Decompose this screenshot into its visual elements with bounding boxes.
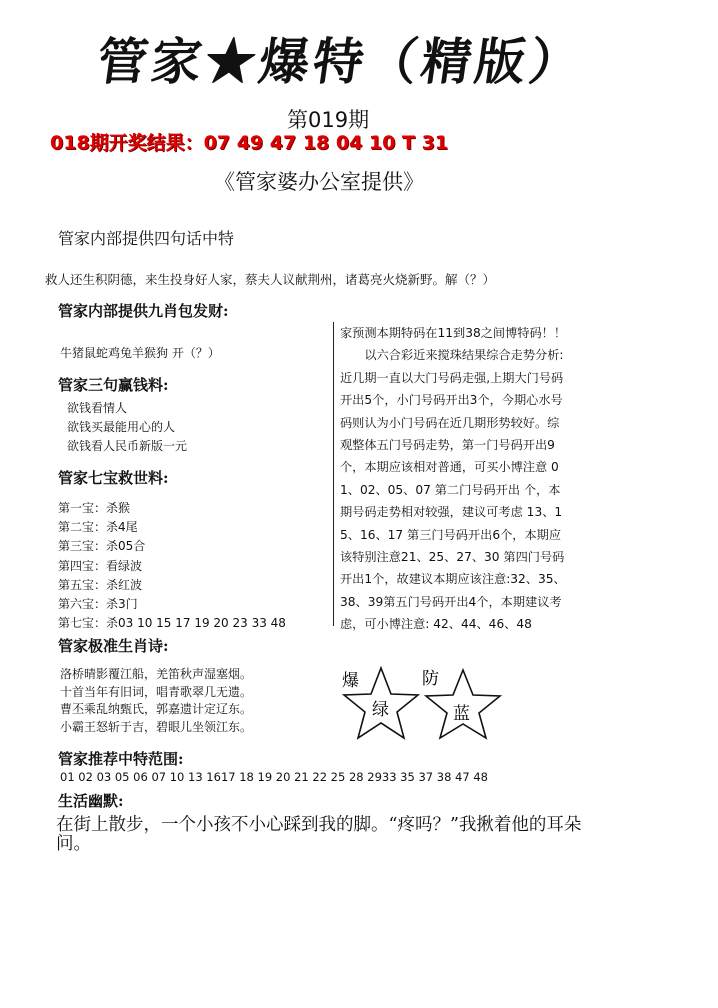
- seven-treasures-list: [58, 499, 286, 633]
- treasure-item: 第六宝：杀3门: [58, 597, 138, 612]
- three-line-item: 欲钱看人民币新版一元: [67, 439, 188, 453]
- three-lines-list: [67, 399, 187, 456]
- treasure-item: 第三宝：杀05合: [58, 539, 146, 554]
- green-star-label: 绿: [372, 700, 389, 720]
- blue-star-label: 蓝: [453, 704, 470, 724]
- humor-title: 生活幽默:: [58, 792, 124, 810]
- poem-line: 曹丕乘乱纳甄氏，郭嘉遗计定辽东。: [60, 702, 253, 716]
- star-badges: [336, 664, 506, 744]
- humor-text: 在街上散步，一个小孩不小心踩到我的脚。“疼吗？”我揪着他的耳朵问。: [56, 815, 582, 854]
- analysis-body: 以六合彩近来搅珠结果综合走势分析:近几期一直以大门号码走强,上期大门号码开出5个，小门号码开出3个，今期心水号码则认为小门号码在近几期形势较好。综观整体五门号码走势，第一门号码开出9个，本期应该相对普通，可买小博注意 01、02、05、07 第二门号码开出 个，本期号码走势相对较强，建议可考虑 13、15、16、17 第三门号码开出6个，本期应该特别注意21、25、27、30 第四门号码开出1个，故建议本期应该注意:32、35、38、39第五门号码开出4个，本期建议考虑，可小博注意: 42、44、46、48: [340, 348, 566, 632]
- poem-line: 洛桥晴影覆江船，羌笛秋声湿塞烟。: [60, 667, 253, 681]
- seven-treasures-title: 管家七宝救世料:: [58, 469, 169, 487]
- range-title: 管家推荐中特范围:: [58, 750, 184, 768]
- poem-line: 十首当年有旧词，唱青歌翠几无遗。: [60, 684, 253, 699]
- star-label-right: 防: [422, 669, 439, 689]
- nine-zodiac-text: 牛猪鼠蛇鸡兔羊猴狗 开（？）: [60, 346, 220, 360]
- three-line-item: 欲钱买最能用心的人: [67, 420, 176, 434]
- star-label-left: 爆: [342, 671, 359, 691]
- treasure-item: 第二宝：杀4尾: [58, 520, 138, 535]
- range-numbers: 01 02 03 05 06 07 10 13 1617 18 19 20 21 22 25 28 2933 35 37 38 47 48: [60, 770, 488, 784]
- treasure-item: 第七宝：杀03 10 15 17 19 20 23 33 48: [58, 616, 286, 631]
- four-lines-title: 管家内部提供四句话中特: [58, 229, 235, 248]
- nine-zodiac-title: 管家内部提供九肖包发财:: [58, 302, 229, 320]
- previous-result: 018期开奖结果：07 49 47 18 04 10 T 31: [50, 132, 449, 154]
- four-lines-text: 救人还生积阴德，来生投身好人家，蔡夫人议献荆州，诸葛亮火烧新野。解（？）: [45, 272, 496, 287]
- issue-number: 第019期: [287, 108, 370, 132]
- analysis-column: [340, 322, 568, 636]
- treasure-item: 第五宝：杀红波: [58, 577, 143, 592]
- poem-title: 管家极准生肖诗:: [58, 637, 169, 655]
- three-lines-title: 管家三句赢钱料:: [58, 376, 169, 394]
- poem-lines: [60, 666, 252, 736]
- treasure-item: 第四宝：看绿波: [58, 558, 143, 573]
- treasure-item: 第一宝：杀猴: [58, 501, 131, 515]
- analysis-intro: 家预测本期特码在11到38之间博特码！！: [340, 326, 567, 340]
- column-divider: [333, 322, 334, 626]
- three-line-item: 欲钱看情人: [67, 401, 128, 415]
- provider-line: 《管家婆办公室提供》: [214, 170, 424, 194]
- masthead-title: 管家★爆特（精版）: [93, 32, 588, 91]
- poem-line: 小霸王怒斩于吉，碧眼儿坐领江东。: [60, 719, 253, 734]
